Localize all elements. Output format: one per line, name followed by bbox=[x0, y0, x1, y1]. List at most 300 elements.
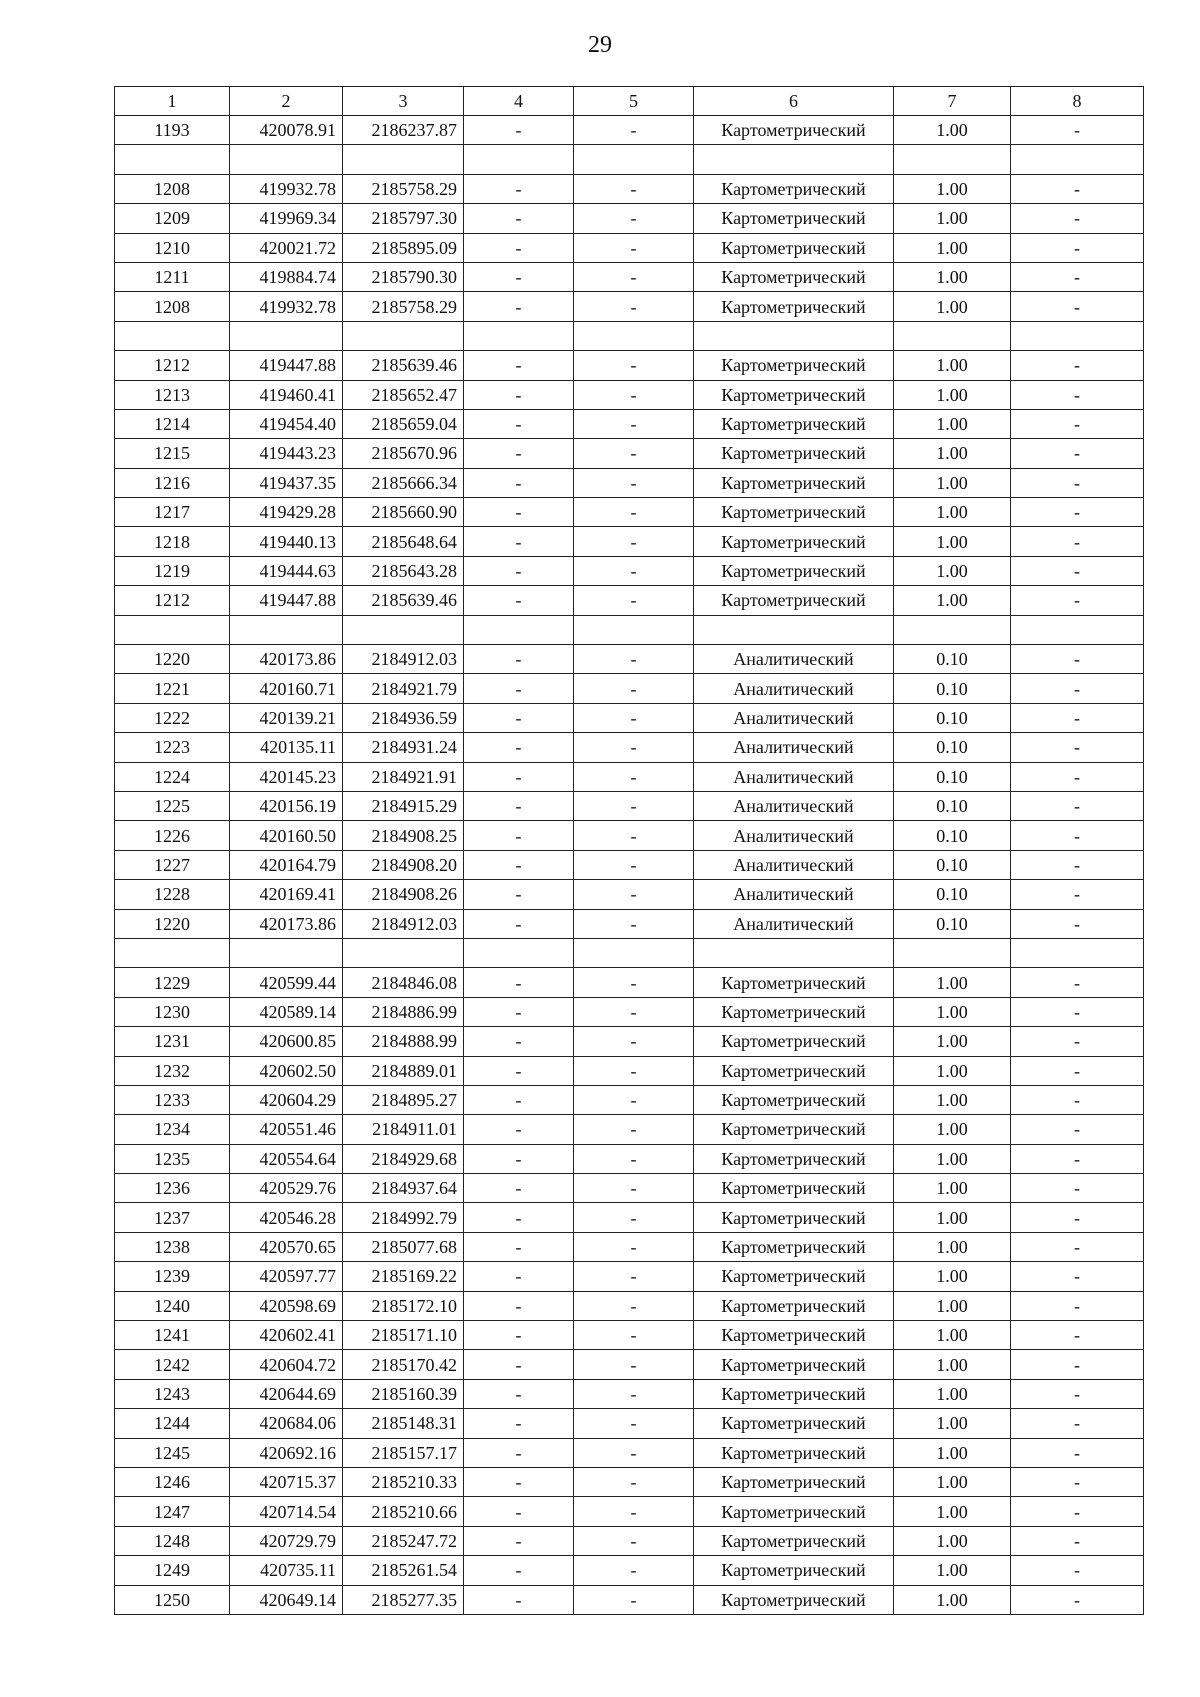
table-cell: 1220 bbox=[115, 645, 230, 674]
table-cell: - bbox=[464, 1350, 574, 1379]
table-row bbox=[115, 791, 1144, 820]
table-cell: - bbox=[574, 1585, 694, 1614]
table-cell: 1245 bbox=[115, 1438, 230, 1467]
table-cell: - bbox=[464, 439, 574, 468]
table-cell: 1243 bbox=[115, 1379, 230, 1408]
table-cell: 420160.50 bbox=[230, 821, 343, 850]
table-cell: 419932.78 bbox=[230, 292, 343, 321]
table-cell: 420139.21 bbox=[230, 703, 343, 732]
table-cell: 1.00 bbox=[894, 409, 1011, 438]
table-cell: 1.00 bbox=[894, 468, 1011, 497]
table-row bbox=[115, 233, 1144, 262]
table-cell: 2185639.46 bbox=[343, 586, 464, 615]
table-cell: Картометрический bbox=[694, 292, 894, 321]
table-cell: 2184846.08 bbox=[343, 968, 464, 997]
table-cell: - bbox=[464, 1409, 574, 1438]
table-row bbox=[115, 938, 1144, 967]
table-cell: 1238 bbox=[115, 1232, 230, 1261]
table-row bbox=[115, 1203, 1144, 1232]
table-cell bbox=[343, 145, 464, 174]
table-cell: - bbox=[1011, 380, 1144, 409]
table-cell: - bbox=[574, 1144, 694, 1173]
table-cell: 1193 bbox=[115, 116, 230, 145]
table-cell: 420729.79 bbox=[230, 1526, 343, 1555]
table-cell: - bbox=[464, 850, 574, 879]
table-cell: - bbox=[464, 791, 574, 820]
table-cell bbox=[694, 938, 894, 967]
table-cell bbox=[115, 615, 230, 644]
table-cell: 1.00 bbox=[894, 968, 1011, 997]
table-row bbox=[115, 556, 1144, 585]
table-row bbox=[115, 321, 1144, 350]
table-cell: - bbox=[574, 1379, 694, 1408]
table-cell bbox=[574, 321, 694, 350]
table-cell: 2184937.64 bbox=[343, 1174, 464, 1203]
table-cell: Картометрический bbox=[694, 1350, 894, 1379]
table-row bbox=[115, 1467, 1144, 1496]
table-cell: 419447.88 bbox=[230, 351, 343, 380]
table-cell: 420597.77 bbox=[230, 1262, 343, 1291]
table-cell bbox=[894, 615, 1011, 644]
table-cell: 2184912.03 bbox=[343, 909, 464, 938]
table-cell: 2185157.17 bbox=[343, 1438, 464, 1467]
table-cell: 1213 bbox=[115, 380, 230, 409]
column-header-4: 4 bbox=[464, 87, 574, 116]
table-cell: Картометрический bbox=[694, 174, 894, 203]
table-row bbox=[115, 1085, 1144, 1114]
table-row bbox=[115, 409, 1144, 438]
table-cell: - bbox=[574, 586, 694, 615]
table-cell: - bbox=[574, 262, 694, 291]
table-cell: 2184911.01 bbox=[343, 1115, 464, 1144]
table-cell: - bbox=[1011, 703, 1144, 732]
table-cell: Картометрический bbox=[694, 1497, 894, 1526]
table-cell: 1.00 bbox=[894, 1232, 1011, 1261]
table-cell: Картометрический bbox=[694, 233, 894, 262]
table-cell: - bbox=[464, 527, 574, 556]
table-cell: 420684.06 bbox=[230, 1409, 343, 1438]
table-cell: 1212 bbox=[115, 586, 230, 615]
table-cell bbox=[343, 321, 464, 350]
table-cell: - bbox=[1011, 1409, 1144, 1438]
table-cell: 420644.69 bbox=[230, 1379, 343, 1408]
table-cell: 420529.76 bbox=[230, 1174, 343, 1203]
table-cell bbox=[230, 615, 343, 644]
table-cell: - bbox=[464, 1291, 574, 1320]
table-cell: - bbox=[574, 1027, 694, 1056]
table-cell: 0.10 bbox=[894, 703, 1011, 732]
table-cell bbox=[574, 615, 694, 644]
table-cell: Аналитический bbox=[694, 880, 894, 909]
table-cell: 420173.86 bbox=[230, 909, 343, 938]
table-cell: Картометрический bbox=[694, 1056, 894, 1085]
coordinates-table bbox=[114, 86, 1144, 1615]
table-cell: - bbox=[1011, 1056, 1144, 1085]
table-cell: - bbox=[1011, 116, 1144, 145]
table-cell: 2185895.09 bbox=[343, 233, 464, 262]
table-cell: 1.00 bbox=[894, 1085, 1011, 1114]
table-row bbox=[115, 850, 1144, 879]
table-cell bbox=[464, 938, 574, 967]
table-cell: 1.00 bbox=[894, 1467, 1011, 1496]
table-cell: - bbox=[1011, 1232, 1144, 1261]
table-cell: 2185790.30 bbox=[343, 262, 464, 291]
table-cell: Картометрический bbox=[694, 1526, 894, 1555]
table-cell: - bbox=[464, 1115, 574, 1144]
table-cell: 1.00 bbox=[894, 586, 1011, 615]
table-cell bbox=[464, 145, 574, 174]
table-row bbox=[115, 733, 1144, 762]
table-cell: - bbox=[1011, 880, 1144, 909]
table-cell: 1242 bbox=[115, 1350, 230, 1379]
table-cell: - bbox=[464, 1262, 574, 1291]
table-cell bbox=[894, 938, 1011, 967]
table-cell: Аналитический bbox=[694, 645, 894, 674]
column-header-1: 1 bbox=[115, 87, 230, 116]
table-cell: 1.00 bbox=[894, 1027, 1011, 1056]
table-cell: - bbox=[574, 351, 694, 380]
table-cell: - bbox=[1011, 556, 1144, 585]
table-row bbox=[115, 1321, 1144, 1350]
table-cell: Картометрический bbox=[694, 409, 894, 438]
table-cell: 2185169.22 bbox=[343, 1262, 464, 1291]
table-cell: - bbox=[464, 1144, 574, 1173]
table-cell: - bbox=[1011, 1379, 1144, 1408]
table-cell: Аналитический bbox=[694, 703, 894, 732]
table-cell: 1.00 bbox=[894, 1379, 1011, 1408]
table-cell: Картометрический bbox=[694, 1027, 894, 1056]
table-cell: 1.00 bbox=[894, 1174, 1011, 1203]
table-cell: 420169.41 bbox=[230, 880, 343, 909]
table-cell: 1211 bbox=[115, 262, 230, 291]
table-cell: 1214 bbox=[115, 409, 230, 438]
table-cell: 2185797.30 bbox=[343, 204, 464, 233]
table-cell: 1.00 bbox=[894, 527, 1011, 556]
table-cell: 2185077.68 bbox=[343, 1232, 464, 1261]
table-cell: 1.00 bbox=[894, 439, 1011, 468]
table-cell: 419460.41 bbox=[230, 380, 343, 409]
table-cell: Картометрический bbox=[694, 1291, 894, 1320]
table-cell: 419969.34 bbox=[230, 204, 343, 233]
table-cell bbox=[343, 615, 464, 644]
table-cell: 420554.64 bbox=[230, 1144, 343, 1173]
table-cell: 420715.37 bbox=[230, 1467, 343, 1496]
table-cell: - bbox=[464, 1174, 574, 1203]
table-cell: 2184888.99 bbox=[343, 1027, 464, 1056]
table-cell: 2184921.79 bbox=[343, 674, 464, 703]
table-cell: - bbox=[1011, 762, 1144, 791]
table-cell: - bbox=[464, 1438, 574, 1467]
table-cell: - bbox=[1011, 1438, 1144, 1467]
table-cell: - bbox=[1011, 439, 1144, 468]
table-cell: - bbox=[1011, 262, 1144, 291]
column-header-8: 8 bbox=[1011, 87, 1144, 116]
table-row bbox=[115, 586, 1144, 615]
table-cell: - bbox=[574, 968, 694, 997]
table-cell: Аналитический bbox=[694, 821, 894, 850]
table-cell: - bbox=[574, 1321, 694, 1350]
table-cell: 0.10 bbox=[894, 909, 1011, 938]
table-cell: - bbox=[574, 233, 694, 262]
table-cell: - bbox=[1011, 292, 1144, 321]
table-cell: Картометрический bbox=[694, 1321, 894, 1350]
table-cell: Картометрический bbox=[694, 204, 894, 233]
table-cell: 1233 bbox=[115, 1085, 230, 1114]
table-cell: 420692.16 bbox=[230, 1438, 343, 1467]
table-cell: 420714.54 bbox=[230, 1497, 343, 1526]
table-cell: - bbox=[464, 409, 574, 438]
table-cell: 1.00 bbox=[894, 174, 1011, 203]
table-cell: Картометрический bbox=[694, 262, 894, 291]
table-row bbox=[115, 1262, 1144, 1291]
column-header-6: 6 bbox=[694, 87, 894, 116]
table-cell bbox=[230, 938, 343, 967]
table-cell: - bbox=[464, 351, 574, 380]
table-cell: 1226 bbox=[115, 821, 230, 850]
table-cell: 0.10 bbox=[894, 762, 1011, 791]
table-cell: - bbox=[574, 1350, 694, 1379]
table-row bbox=[115, 1556, 1144, 1585]
table-cell: 1217 bbox=[115, 498, 230, 527]
table-cell: 2184992.79 bbox=[343, 1203, 464, 1232]
table-cell: - bbox=[574, 1438, 694, 1467]
table-cell: - bbox=[574, 439, 694, 468]
table-row bbox=[115, 380, 1144, 409]
table-cell: 2185660.90 bbox=[343, 498, 464, 527]
table-cell: - bbox=[464, 556, 574, 585]
table-cell: 419443.23 bbox=[230, 439, 343, 468]
table-cell: 420078.91 bbox=[230, 116, 343, 145]
table-cell: Аналитический bbox=[694, 791, 894, 820]
table-row bbox=[115, 1379, 1144, 1408]
table-cell: 1223 bbox=[115, 733, 230, 762]
table-cell bbox=[115, 321, 230, 350]
table-cell: 1.00 bbox=[894, 1556, 1011, 1585]
table-cell: Аналитический bbox=[694, 850, 894, 879]
table-cell: 0.10 bbox=[894, 791, 1011, 820]
table-cell: 2185210.33 bbox=[343, 1467, 464, 1496]
table-cell: 2185247.72 bbox=[343, 1526, 464, 1555]
table-cell: 0.10 bbox=[894, 880, 1011, 909]
table-cell: - bbox=[1011, 791, 1144, 820]
table-cell: 1.00 bbox=[894, 380, 1011, 409]
table-cell bbox=[574, 938, 694, 967]
table-cell: - bbox=[574, 1085, 694, 1114]
table-cell bbox=[894, 321, 1011, 350]
table-cell: - bbox=[464, 1203, 574, 1232]
table-cell: 1235 bbox=[115, 1144, 230, 1173]
table-cell: - bbox=[1011, 409, 1144, 438]
table-row bbox=[115, 615, 1144, 644]
table-cell: Картометрический bbox=[694, 439, 894, 468]
table-cell: - bbox=[574, 1526, 694, 1555]
table-cell: - bbox=[1011, 1291, 1144, 1320]
table-cell bbox=[343, 938, 464, 967]
table-cell: - bbox=[574, 1115, 694, 1144]
page-number: 29 bbox=[588, 32, 612, 58]
table-cell: Картометрический bbox=[694, 1115, 894, 1144]
table-cell: Картометрический bbox=[694, 1174, 894, 1203]
table-cell: 2184929.68 bbox=[343, 1144, 464, 1173]
table-cell: - bbox=[1011, 1203, 1144, 1232]
table-row bbox=[115, 1027, 1144, 1056]
table-cell: 420160.71 bbox=[230, 674, 343, 703]
column-header-7: 7 bbox=[894, 87, 1011, 116]
table-cell: 1.00 bbox=[894, 1056, 1011, 1085]
table-cell: 2184936.59 bbox=[343, 703, 464, 732]
table-row bbox=[115, 909, 1144, 938]
table-cell: Картометрический bbox=[694, 1379, 894, 1408]
table-cell: - bbox=[574, 468, 694, 497]
table-cell: - bbox=[1011, 1321, 1144, 1350]
table-cell: 0.10 bbox=[894, 645, 1011, 674]
table-row bbox=[115, 204, 1144, 233]
table-row bbox=[115, 1409, 1144, 1438]
table-cell: 0.10 bbox=[894, 674, 1011, 703]
table-cell: 2184886.99 bbox=[343, 997, 464, 1026]
table-cell: - bbox=[464, 292, 574, 321]
table-row bbox=[115, 1350, 1144, 1379]
table-row bbox=[115, 674, 1144, 703]
table-cell: 1240 bbox=[115, 1291, 230, 1320]
table-row bbox=[115, 1291, 1144, 1320]
table-cell: 2184931.24 bbox=[343, 733, 464, 762]
table-cell: 1218 bbox=[115, 527, 230, 556]
table-cell: 2185160.39 bbox=[343, 1379, 464, 1408]
table-cell: - bbox=[464, 1027, 574, 1056]
table-cell: - bbox=[1011, 850, 1144, 879]
table-cell: - bbox=[574, 380, 694, 409]
table-cell: - bbox=[574, 850, 694, 879]
table-cell: - bbox=[1011, 1262, 1144, 1291]
table-cell: - bbox=[464, 1556, 574, 1585]
table-cell: - bbox=[1011, 909, 1144, 938]
table-cell: 1.00 bbox=[894, 1497, 1011, 1526]
table-cell: 2184921.91 bbox=[343, 762, 464, 791]
table-cell: 1.00 bbox=[894, 997, 1011, 1026]
table-cell: - bbox=[1011, 1526, 1144, 1555]
table-row bbox=[115, 262, 1144, 291]
table-cell: 2185758.29 bbox=[343, 292, 464, 321]
table-cell: - bbox=[464, 233, 574, 262]
table-cell: - bbox=[464, 1585, 574, 1614]
table-cell: - bbox=[1011, 1467, 1144, 1496]
table-cell: Картометрический bbox=[694, 1409, 894, 1438]
table-cell: 419932.78 bbox=[230, 174, 343, 203]
table-row bbox=[115, 527, 1144, 556]
table-cell: 2184908.26 bbox=[343, 880, 464, 909]
table-cell: - bbox=[574, 292, 694, 321]
table-cell: Картометрический bbox=[694, 498, 894, 527]
table-cell: Аналитический bbox=[694, 909, 894, 938]
table-cell: - bbox=[574, 1291, 694, 1320]
table-cell: 2185666.34 bbox=[343, 468, 464, 497]
table-cell: 420570.65 bbox=[230, 1232, 343, 1261]
table-cell: 420602.50 bbox=[230, 1056, 343, 1085]
table-cell bbox=[230, 321, 343, 350]
table-cell bbox=[115, 145, 230, 174]
table-cell: - bbox=[574, 556, 694, 585]
table-cell: 1208 bbox=[115, 292, 230, 321]
table-cell: 1.00 bbox=[894, 1585, 1011, 1614]
table-cell: 420551.46 bbox=[230, 1115, 343, 1144]
table-cell: 1239 bbox=[115, 1262, 230, 1291]
table-cell: 1229 bbox=[115, 968, 230, 997]
table-cell: Картометрический bbox=[694, 468, 894, 497]
table-row bbox=[115, 968, 1144, 997]
table-cell: - bbox=[574, 1232, 694, 1261]
table-cell: - bbox=[574, 527, 694, 556]
table-cell: 1.00 bbox=[894, 1262, 1011, 1291]
table-cell: 0.10 bbox=[894, 850, 1011, 879]
table-cell: - bbox=[464, 1085, 574, 1114]
table-cell: - bbox=[574, 1409, 694, 1438]
table-cell: - bbox=[574, 1203, 694, 1232]
table-cell: 1246 bbox=[115, 1467, 230, 1496]
table-row bbox=[115, 821, 1144, 850]
table-cell: - bbox=[464, 498, 574, 527]
table-cell: - bbox=[1011, 498, 1144, 527]
table-cell: 420589.14 bbox=[230, 997, 343, 1026]
table-cell: - bbox=[464, 1056, 574, 1085]
table-cell bbox=[894, 145, 1011, 174]
table-row bbox=[115, 351, 1144, 380]
table-cell: 2185148.31 bbox=[343, 1409, 464, 1438]
table-cell: - bbox=[1011, 527, 1144, 556]
table-cell: - bbox=[1011, 968, 1144, 997]
table-cell: 2185670.96 bbox=[343, 439, 464, 468]
table-row bbox=[115, 1174, 1144, 1203]
table-cell: - bbox=[1011, 821, 1144, 850]
table-cell: 420735.11 bbox=[230, 1556, 343, 1585]
table-cell: - bbox=[464, 1321, 574, 1350]
table-cell: 1241 bbox=[115, 1321, 230, 1350]
table-cell: Картометрический bbox=[694, 1467, 894, 1496]
table-cell: 420600.85 bbox=[230, 1027, 343, 1056]
table-cell: 420598.69 bbox=[230, 1291, 343, 1320]
table-row bbox=[115, 439, 1144, 468]
table-cell: 420135.11 bbox=[230, 733, 343, 762]
table-cell: - bbox=[464, 968, 574, 997]
table-cell: 2185210.66 bbox=[343, 1497, 464, 1526]
table-cell: 1219 bbox=[115, 556, 230, 585]
table-cell: 2185171.10 bbox=[343, 1321, 464, 1350]
table-cell: 419444.63 bbox=[230, 556, 343, 585]
table-cell: - bbox=[464, 880, 574, 909]
table-cell: 1.00 bbox=[894, 1438, 1011, 1467]
table-row bbox=[115, 1438, 1144, 1467]
table-cell: - bbox=[464, 733, 574, 762]
table-cell: 420602.41 bbox=[230, 1321, 343, 1350]
table-cell: - bbox=[464, 204, 574, 233]
table-cell: 1227 bbox=[115, 850, 230, 879]
table-cell: Картометрический bbox=[694, 1438, 894, 1467]
table-cell: 1.00 bbox=[894, 351, 1011, 380]
column-header-2: 2 bbox=[230, 87, 343, 116]
table-row bbox=[115, 1526, 1144, 1555]
table-cell: 2184889.01 bbox=[343, 1056, 464, 1085]
table-cell: Аналитический bbox=[694, 733, 894, 762]
table-cell: - bbox=[1011, 1085, 1144, 1114]
table-cell: 1234 bbox=[115, 1115, 230, 1144]
table-cell: 420649.14 bbox=[230, 1585, 343, 1614]
table-cell: 419884.74 bbox=[230, 262, 343, 291]
table-cell: 1.00 bbox=[894, 498, 1011, 527]
table-cell: - bbox=[1011, 997, 1144, 1026]
table-cell: - bbox=[464, 468, 574, 497]
table-cell: - bbox=[464, 1467, 574, 1496]
table-cell: Картометрический bbox=[694, 968, 894, 997]
